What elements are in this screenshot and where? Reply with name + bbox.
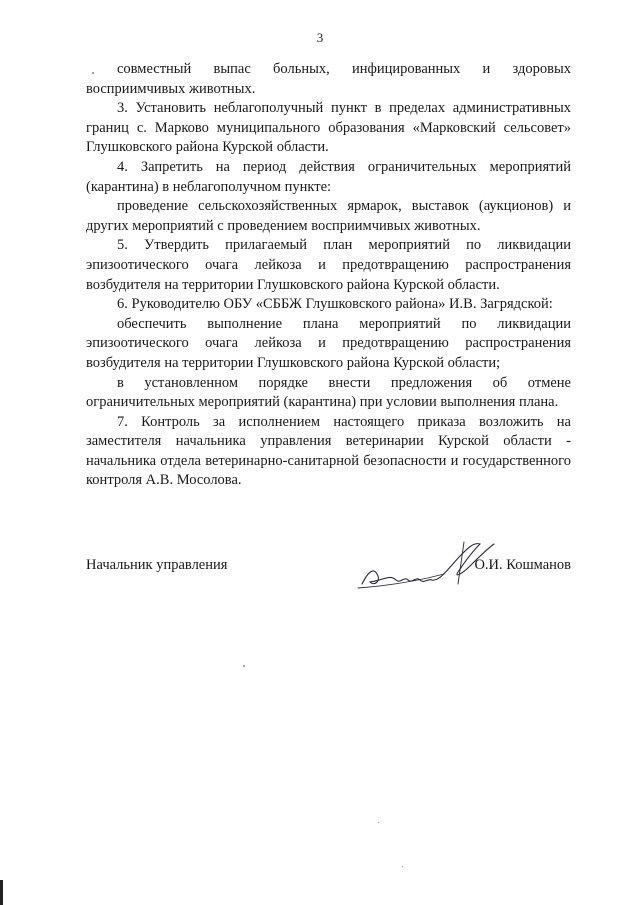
- signatory-name: О.И. Кошманов: [474, 557, 571, 573]
- paragraph-item-7: 7. Контроль за исполнением настоящего приказа возложить на заместителя начальника управления ветеринарии Курской области - начальника отдела ветеринарно-санитарной безопасности и государственного контроля А.В. Мосолова.: [86, 413, 571, 489]
- document-body: [86, 60, 571, 491]
- paragraph-item-3: 3. Установить неблагополучный пункт в пределах административных границ с. Марково муниципального образования «Марковский сельсовет» Глушковского района Курской области.: [86, 100, 571, 156]
- scan-edge-mark: [0, 880, 3, 905]
- paragraph-item-6-sub-2: в установленном порядке внести предложения об отмене ограничительных мероприятий (карантина) при условии выполнения плана.: [86, 374, 571, 411]
- scan-speck: [243, 665, 245, 667]
- paragraph-item-6-sub-1: обеспечить выполнение плана мероприятий по ликвидации эпизоотического очага лейкоза и предотвращению распространения возбудителя на территории Глушковского района Курской области;: [86, 315, 571, 371]
- scan-speck: [378, 822, 379, 823]
- page-number: 3: [316, 30, 324, 45]
- paragraph-continuation: совместный выпас больных, инфицированных и здоровых восприимчивых животных.: [86, 61, 571, 97]
- paragraph-item-5: 5. Утвердить прилагаемый план мероприятий по ликвидации эпизоотического очага лейкоза и предотвращению распространения возбудителя на территории Глушковского района Курской области.: [86, 237, 571, 293]
- paragraph-item-6: 6. Руководителю ОБУ «СББЖ Глушковского района» И.В. Загрядской:: [117, 296, 553, 313]
- scan-speck: [402, 866, 403, 867]
- paragraph-item-4: 4. Запретить на период действия ограничительных мероприятий (карантина) в неблагополучном пункте:: [86, 158, 571, 195]
- signatory-title: Начальник управления: [86, 557, 228, 573]
- paragraph-item-4-sub: проведение сельскохозяйственных ярмарок, выставок (аукционов) и других мероприятий с проведением восприимчивых животных.: [86, 198, 571, 234]
- scan-speck: [92, 72, 94, 74]
